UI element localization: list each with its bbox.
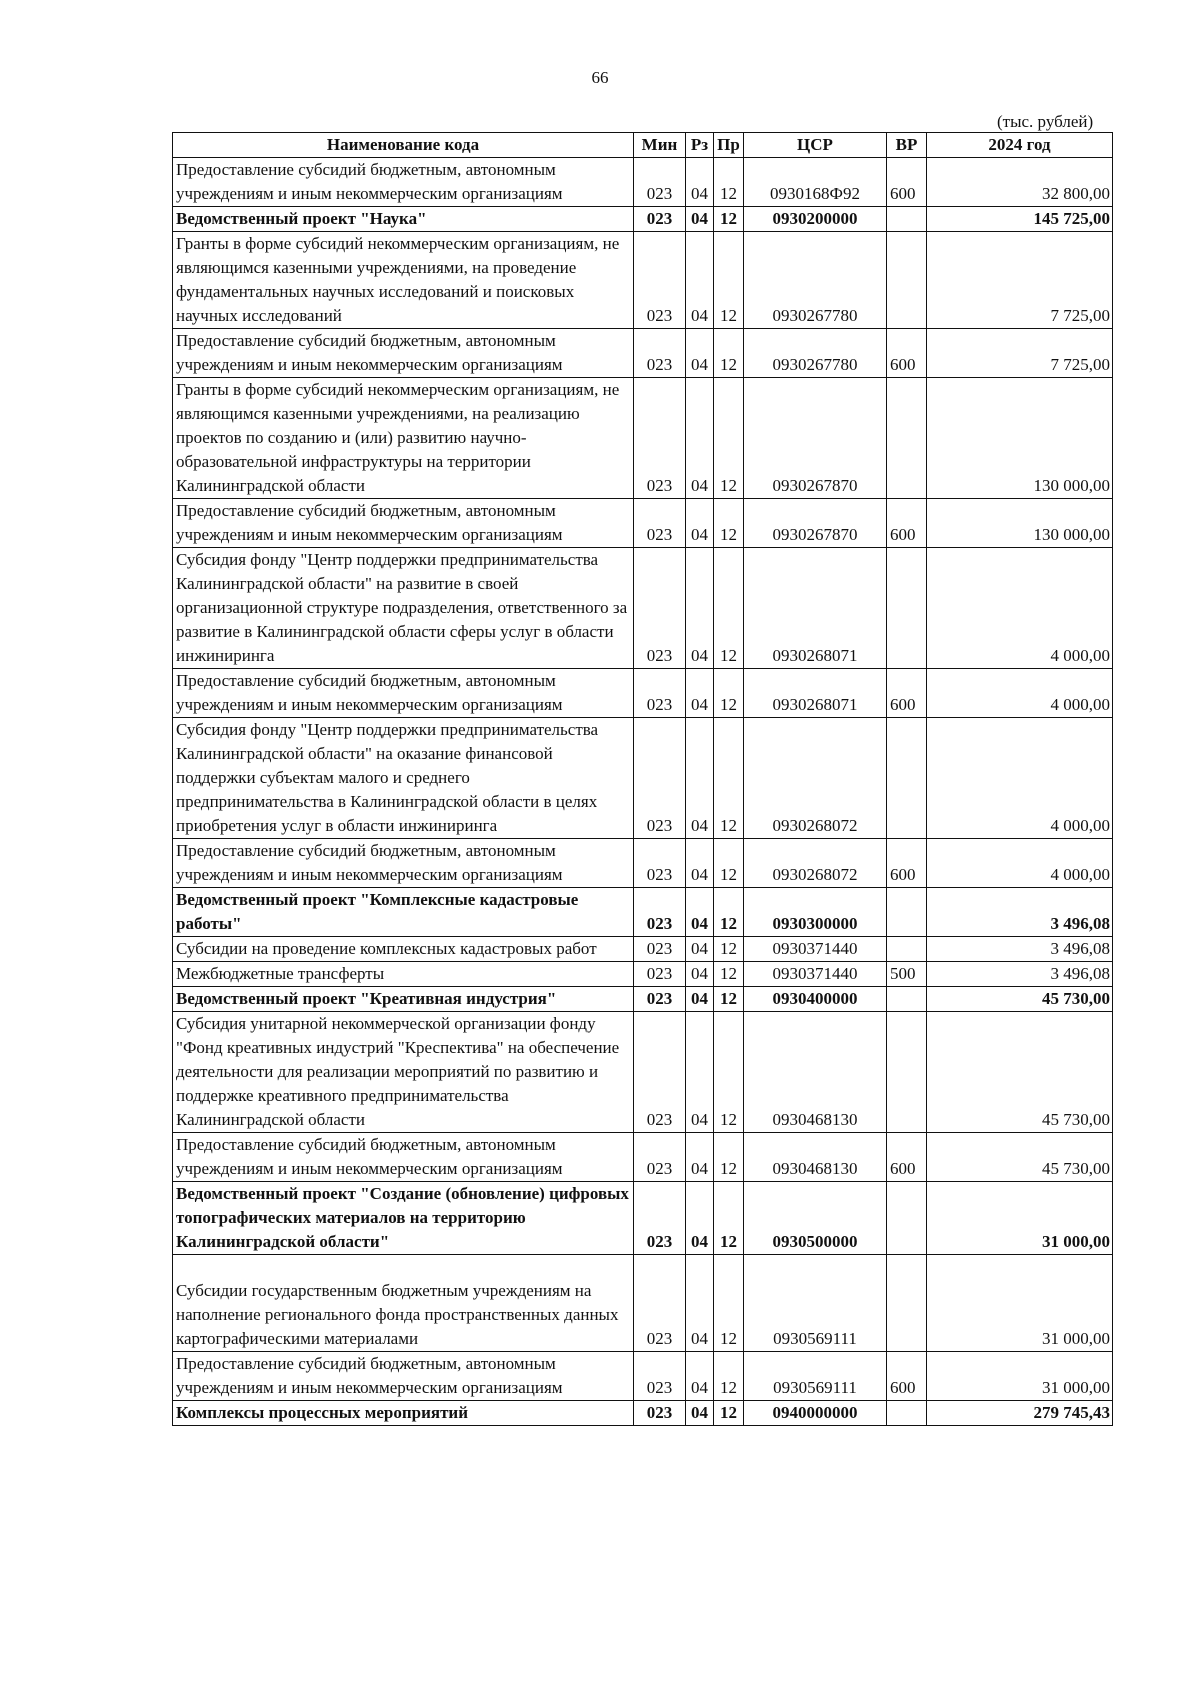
row-vr	[887, 1012, 927, 1133]
row-csr: 0940000000	[744, 1401, 887, 1426]
row-csr: 0930468130	[744, 1133, 887, 1182]
row-min: 023	[634, 1133, 686, 1182]
header-csr: ЦСР	[744, 133, 887, 158]
row-rz: 04	[686, 548, 714, 669]
row-csr: 0930400000	[744, 987, 887, 1012]
header-pr: Пр	[714, 133, 744, 158]
row-csr: 0930268072	[744, 718, 887, 839]
table-row	[173, 937, 1113, 962]
row-pr: 12	[714, 548, 744, 669]
row-pr: 12	[714, 1133, 744, 1182]
row-pr: 12	[714, 158, 744, 207]
row-min: 023	[634, 378, 686, 499]
row-amount: 4 000,00	[927, 669, 1113, 718]
row-csr: 0930267780	[744, 329, 887, 378]
row-rz: 04	[686, 1182, 714, 1255]
row-min: 023	[634, 158, 686, 207]
row-csr: 0930267870	[744, 378, 887, 499]
row-amount: 130 000,00	[927, 378, 1113, 499]
row-name: Предоставление субсидий бюджетным, автономным учреждениям и иным некоммерческим организациям	[173, 158, 634, 207]
row-min: 023	[634, 937, 686, 962]
row-min: 023	[634, 718, 686, 839]
row-vr	[887, 378, 927, 499]
row-rz: 04	[686, 839, 714, 888]
row-min: 023	[634, 207, 686, 232]
row-name: Предоставление субсидий бюджетным, автономным учреждениям и иным некоммерческим организациям	[173, 329, 634, 378]
row-rz: 04	[686, 669, 714, 718]
row-rz: 04	[686, 1352, 714, 1401]
row-rz: 04	[686, 207, 714, 232]
table-body	[173, 158, 1113, 1426]
row-min: 023	[634, 1012, 686, 1133]
row-amount: 31 000,00	[927, 1182, 1113, 1255]
row-csr: 0930268071	[744, 669, 887, 718]
row-vr: 600	[887, 158, 927, 207]
row-vr	[887, 1255, 927, 1352]
row-min: 023	[634, 1352, 686, 1401]
table-row	[173, 499, 1113, 548]
row-pr: 12	[714, 499, 744, 548]
row-min: 023	[634, 1182, 686, 1255]
row-pr: 12	[714, 1255, 744, 1352]
row-pr: 12	[714, 207, 744, 232]
row-vr	[887, 718, 927, 839]
row-name: Предоставление субсидий бюджетным, автономным учреждениям и иным некоммерческим организациям	[173, 839, 634, 888]
row-vr	[887, 1401, 927, 1426]
row-csr: 0930268072	[744, 839, 887, 888]
row-pr: 12	[714, 669, 744, 718]
row-vr	[887, 207, 927, 232]
table-row	[173, 378, 1113, 499]
row-csr: 0930500000	[744, 1182, 887, 1255]
table-row	[173, 1133, 1113, 1182]
row-csr: 0930168Ф92	[744, 158, 887, 207]
header-rz: Рз	[686, 133, 714, 158]
row-csr: 0930268071	[744, 548, 887, 669]
row-csr: 0930569111	[744, 1352, 887, 1401]
row-amount: 45 730,00	[927, 1012, 1113, 1133]
row-amount: 31 000,00	[927, 1255, 1113, 1352]
row-vr: 600	[887, 1133, 927, 1182]
table-row	[173, 1182, 1113, 1255]
row-vr	[887, 548, 927, 669]
row-name: Межбюджетные трансферты	[173, 962, 634, 987]
row-vr	[887, 937, 927, 962]
row-name: Предоставление субсидий бюджетным, автономным учреждениям и иным некоммерческим организациям	[173, 1352, 634, 1401]
row-rz: 04	[686, 232, 714, 329]
table-row	[173, 669, 1113, 718]
row-pr: 12	[714, 839, 744, 888]
row-pr: 12	[714, 378, 744, 499]
table-row	[173, 329, 1113, 378]
row-rz: 04	[686, 378, 714, 499]
row-name: Гранты в форме субсидий некоммерческим организациям, не являющимся казенными учреждениями, на проведение фундаментальных научных исследований и поисковых научных исследований	[173, 232, 634, 329]
row-vr	[887, 1182, 927, 1255]
row-name: Гранты в форме субсидий некоммерческим организациям, не являющимся казенными учреждениями, на реализацию проектов по созданию и (или) развитию научно-образовательной инфраструктуры на территории Калининградской области	[173, 378, 634, 499]
row-vr: 500	[887, 962, 927, 987]
table-row	[173, 987, 1113, 1012]
row-rz: 04	[686, 987, 714, 1012]
row-name: Комплексы процессных мероприятий	[173, 1401, 634, 1426]
header-name: Наименование кода	[173, 133, 634, 158]
row-vr	[887, 888, 927, 937]
row-name: Ведомственный проект "Создание (обновление) цифровых топографических материалов на территорию Калининградской области"	[173, 1182, 634, 1255]
row-vr: 600	[887, 329, 927, 378]
row-amount: 31 000,00	[927, 1352, 1113, 1401]
row-name: Субсидии на проведение комплексных кадастровых работ	[173, 937, 634, 962]
row-min: 023	[634, 329, 686, 378]
row-vr: 600	[887, 669, 927, 718]
row-name: Ведомственный проект "Креативная индустрия"	[173, 987, 634, 1012]
row-name: Субсидии государственным бюджетным учреждениям на наполнение регионального фонда пространственных данных картографическими материалами	[173, 1255, 634, 1352]
row-pr: 12	[714, 1012, 744, 1133]
row-name: Субсидия фонду "Центр поддержки предпринимательства Калининградской области" на оказание финансовой поддержки субъектам малого и среднего предпринимательства в Калининградской области в целях приобретения услуг в области инжиниринга	[173, 718, 634, 839]
table-row	[173, 1401, 1113, 1426]
row-amount: 32 800,00	[927, 158, 1113, 207]
row-rz: 04	[686, 1012, 714, 1133]
table-row	[173, 1012, 1113, 1133]
row-name: Предоставление субсидий бюджетным, автономным учреждениям и иным некоммерческим организациям	[173, 499, 634, 548]
row-rz: 04	[686, 499, 714, 548]
row-min: 023	[634, 962, 686, 987]
row-min: 023	[634, 1255, 686, 1352]
row-rz: 04	[686, 1401, 714, 1426]
row-rz: 04	[686, 962, 714, 987]
row-pr: 12	[714, 937, 744, 962]
row-csr: 0930200000	[744, 207, 887, 232]
row-name: Субсидия фонду "Центр поддержки предпринимательства Калининградской области" на развитие в своей организационной структуре подразделения, ответственного за развитие в Калининградской области сферы услуг в области инжиниринга	[173, 548, 634, 669]
row-name: Предоставление субсидий бюджетным, автономным учреждениям и иным некоммерческим организациям	[173, 1133, 634, 1182]
row-min: 023	[634, 548, 686, 669]
row-amount: 7 725,00	[927, 329, 1113, 378]
row-min: 023	[634, 888, 686, 937]
row-pr: 12	[714, 1352, 744, 1401]
row-vr	[887, 987, 927, 1012]
row-csr: 0930267870	[744, 499, 887, 548]
row-amount: 4 000,00	[927, 839, 1113, 888]
row-pr: 12	[714, 718, 744, 839]
table-row	[173, 548, 1113, 669]
budget-table	[172, 132, 1113, 1426]
row-rz: 04	[686, 888, 714, 937]
row-rz: 04	[686, 1133, 714, 1182]
row-pr: 12	[714, 1182, 744, 1255]
row-min: 023	[634, 987, 686, 1012]
row-min: 023	[634, 1401, 686, 1426]
row-csr: 0930267780	[744, 232, 887, 329]
table-row	[173, 158, 1113, 207]
row-name: Предоставление субсидий бюджетным, автономным учреждениям и иным некоммерческим организациям	[173, 669, 634, 718]
row-amount: 45 730,00	[927, 987, 1113, 1012]
row-rz: 04	[686, 158, 714, 207]
header-vr: ВР	[887, 133, 927, 158]
row-rz: 04	[686, 718, 714, 839]
row-name: Ведомственный проект "Комплексные кадастровые работы"	[173, 888, 634, 937]
table-row	[173, 1255, 1113, 1352]
row-csr: 0930371440	[744, 937, 887, 962]
row-rz: 04	[686, 329, 714, 378]
table-row	[173, 207, 1113, 232]
table-row	[173, 718, 1113, 839]
row-min: 023	[634, 232, 686, 329]
page-number: 66	[591, 68, 609, 87]
row-pr: 12	[714, 1401, 744, 1426]
row-rz: 04	[686, 1255, 714, 1352]
row-amount: 279 745,43	[927, 1401, 1113, 1426]
row-csr: 0930569111	[744, 1255, 887, 1352]
row-vr: 600	[887, 1352, 927, 1401]
row-csr: 0930468130	[744, 1012, 887, 1133]
row-rz: 04	[686, 937, 714, 962]
row-name: Субсидия унитарной некоммерческой организации фонду "Фонд креативных индустрий "Креспектива" на обеспечение деятельности для реализации мероприятий по развитию и поддержке креативного предпринимательства Калининградской области	[173, 1012, 634, 1133]
row-amount: 3 496,08	[927, 888, 1113, 937]
header-year: 2024 год	[927, 133, 1113, 158]
table-row	[173, 962, 1113, 987]
row-pr: 12	[714, 888, 744, 937]
row-min: 023	[634, 499, 686, 548]
row-amount: 7 725,00	[927, 232, 1113, 329]
row-min: 023	[634, 839, 686, 888]
row-min: 023	[634, 669, 686, 718]
row-amount: 130 000,00	[927, 499, 1113, 548]
table-row	[173, 232, 1113, 329]
row-amount: 45 730,00	[927, 1133, 1113, 1182]
row-amount: 4 000,00	[927, 548, 1113, 669]
row-pr: 12	[714, 962, 744, 987]
row-pr: 12	[714, 987, 744, 1012]
row-csr: 0930371440	[744, 962, 887, 987]
row-amount: 145 725,00	[927, 207, 1113, 232]
row-amount: 4 000,00	[927, 718, 1113, 839]
header-min: Мин	[634, 133, 686, 158]
table-row	[173, 888, 1113, 937]
table-row	[173, 839, 1113, 888]
row-vr: 600	[887, 499, 927, 548]
row-amount: 3 496,08	[927, 962, 1113, 987]
units-note: (тыс. рублей)	[997, 112, 1094, 131]
row-vr: 600	[887, 839, 927, 888]
row-csr: 0930300000	[744, 888, 887, 937]
row-vr	[887, 232, 927, 329]
row-amount: 3 496,08	[927, 937, 1113, 962]
table-row	[173, 1352, 1113, 1401]
row-name: Ведомственный проект "Наука"	[173, 207, 634, 232]
table-header-row	[173, 133, 1113, 158]
row-pr: 12	[714, 329, 744, 378]
row-pr: 12	[714, 232, 744, 329]
